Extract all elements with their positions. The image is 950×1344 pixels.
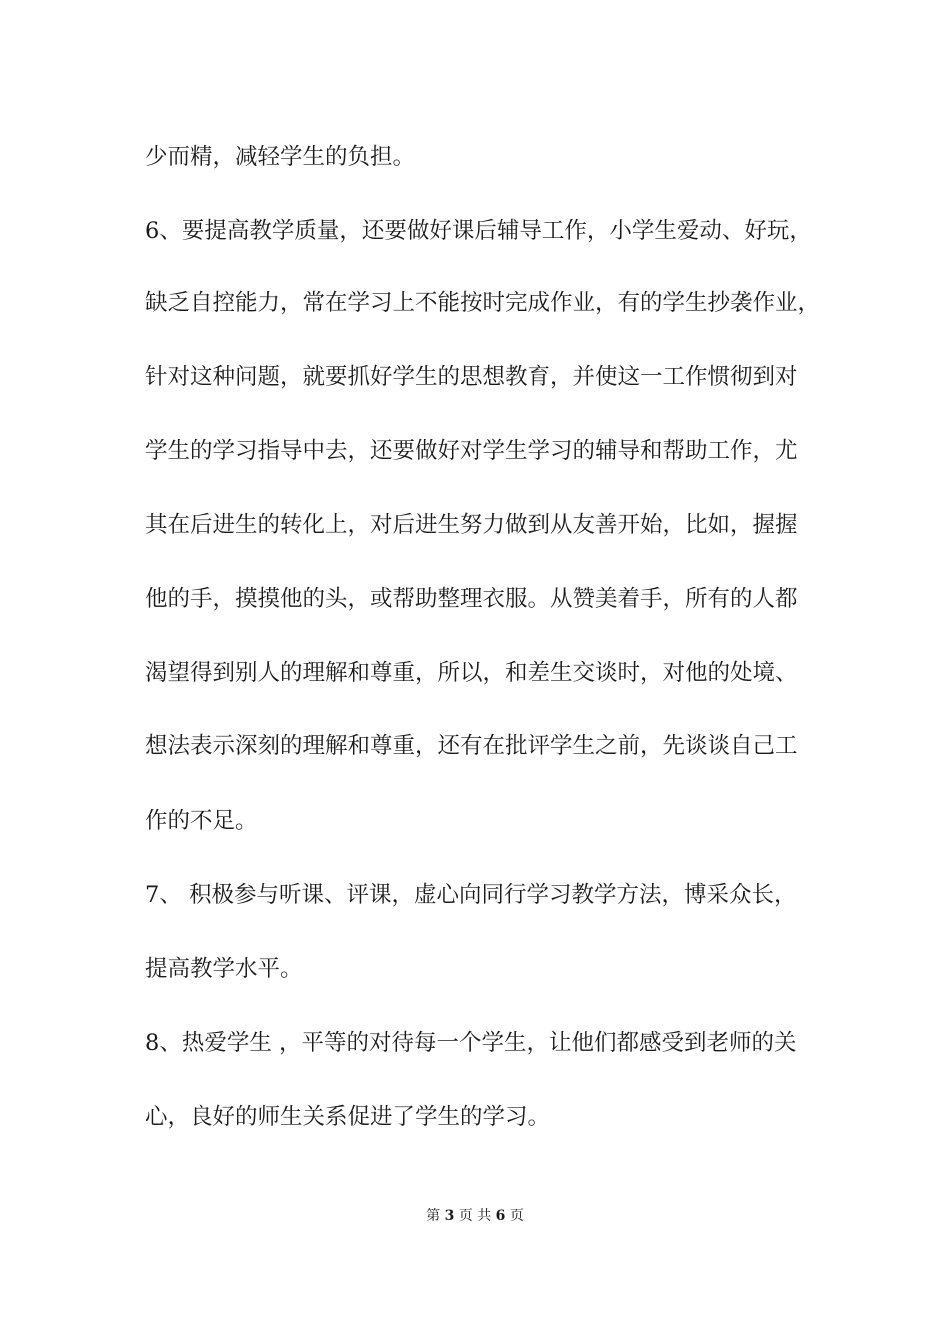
footer-middle: 页 共 (458, 1208, 492, 1224)
text-line: 心，良好的师生关系促进了学生的学习。 (145, 1104, 551, 1130)
text-line: 提高教学水平。 (145, 956, 303, 982)
total-pages-number: 6 (495, 1208, 506, 1224)
page-footer (0, 1206, 950, 1226)
text-line: 针对这种问题，就要抓好学生的思想教育，并使这一工作惯彻到对 (145, 364, 798, 390)
text-line: 作的不足。 (145, 808, 258, 834)
text-line: 缺乏自控能力，常在学习上不能按时完成作业，有的学生抄袭作业， (145, 290, 821, 316)
text-line: 少而精，减轻学生的负担。 (145, 144, 416, 170)
text-line: 渴望得到别人的理解和尊重，所以，和差生交谈时，对他的处境、 (145, 660, 798, 686)
text-line: 6、要提高教学质量，还要做好课后辅导工作，小学生爱动、好玩， (145, 218, 812, 244)
text-line: 8、热爱学生 ，平等的对待每一个学生，让他们都感受到老师的关 (145, 1030, 797, 1056)
text-line: 想法表示深刻的理解和尊重，还有在批评学生之前，先谈谈自己工 (145, 733, 798, 759)
text-line: 其在后进生的转化上，对后进生努力做到从友善开始，比如，握握 (145, 512, 798, 538)
text-line: 7、 积极参与听课、评课，虚心向同行学习教学方法，博采众长， (145, 882, 797, 908)
footer-prefix: 第 (426, 1208, 441, 1224)
text-line: 学生的学习指导中去，还要做好对学生学习的辅导和帮助工作，尤 (145, 438, 798, 464)
current-page-number: 3 (444, 1208, 455, 1224)
text-line: 他的手，摸摸他的头，或帮助整理衣服。从赞美着手，所有的人都 (145, 586, 798, 612)
footer-suffix: 页 (509, 1208, 524, 1224)
